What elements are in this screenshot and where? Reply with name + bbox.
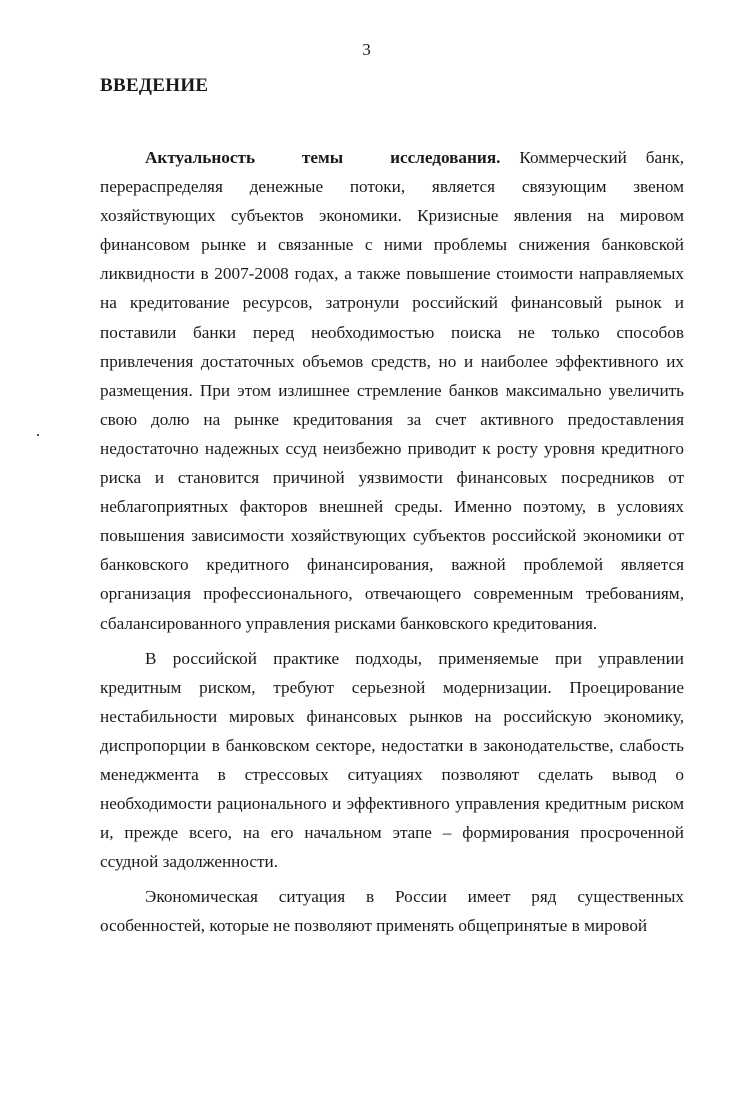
section-heading: ВВЕДЕНИЕ	[100, 75, 209, 96]
paragraph-relevance	[100, 143, 684, 638]
paragraph-text-relevance: Коммерческий банк, перераспределяя денежные потоки, является связующим звеном хозяйствующих субъектов экономики. Кризисные явления на мировом финансовом рынке и связанные с ними проблемы снижения банковской ликвидности в 2007-2008 годах, а также повышение стоимости направляемых на кредитование ресурсов, затронули российский финансовый рынок и поставили банки перед необходимостью поиска не только способов привлечения достаточных объемов средств, но и наиболее эффективного их размещения. При этом излишнее стремление банков максимально увеличить свою долю на рынке кредитования за счет активного предоставления недостаточно надежных ссуд неизбежно приводит к росту уровня кредитного риска и становится причиной уязвимости финансовых посредников от неблагоприятных факторов внешней среды. Именно поэтому, в условиях повышения зависимости хозяйствующих субъектов российской экономики от банковского кредитного финансирования, важной проблемой является организация профессионального, отвечающего современным требованиям, сбалансированного управления рисками банковского кредитования.	[100, 148, 685, 633]
paragraph-lead-relevance: Актуальность темы исследования.	[145, 148, 501, 167]
paragraph-credit-risk: В российской практике подходы, применяемые при управлении кредитным риском, требуют серьезной модернизации. Проецирование нестабильности мировых финансовых рынков на российскую экономику, диспропорции в банковском секторе, недостатки в законодательстве, слабость менеджмента в стрессовых ситуациях позволяют сделать вывод о необходимости рационального и эффективного управления кредитным риском и, прежде всего, на его начальном этапе – формирования просроченной ссудной задолженности.	[100, 648, 684, 872]
paragraph-economic-situation: Экономическая ситуация в России имеет ряд существенных особенностей, которые не позволяют применять общепринятые в мировой	[100, 887, 684, 936]
body-text	[100, 143, 684, 941]
page-number: 3	[362, 40, 371, 59]
scan-artifact-dot	[37, 434, 39, 436]
